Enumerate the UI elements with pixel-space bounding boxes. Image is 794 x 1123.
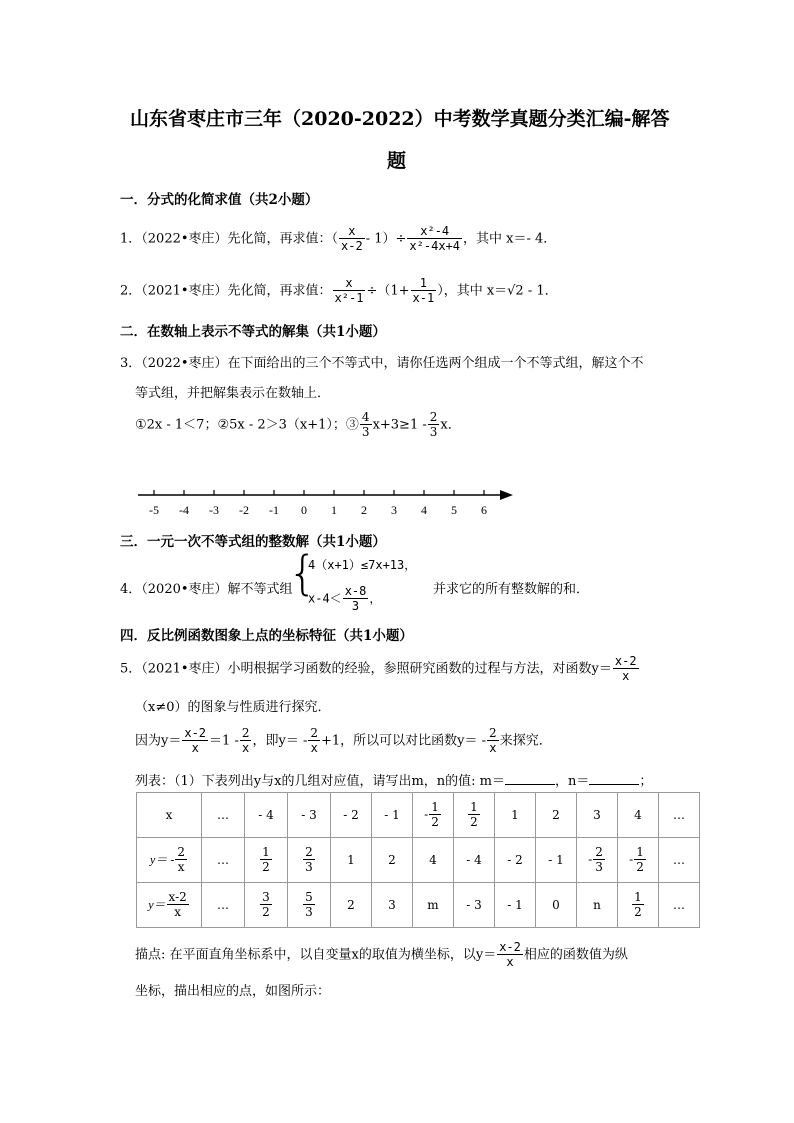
table-cell: - 4: [454, 838, 495, 883]
table-cell: - 2: [495, 838, 536, 883]
table-cell: - 1: [536, 838, 577, 883]
q3-ineq-a: ①2x - 1＜7；②5x - 2＞3（x+1）；③: [135, 417, 359, 433]
question-3-line1: 3．（2022•枣庄）在下面给出的三个不等式中，请你任选两个组成一个不等式组，解这个不: [120, 356, 644, 371]
number-line-tick-label: -3: [209, 503, 219, 517]
blank-m[interactable]: [505, 772, 555, 785]
q3-fraction-2: $\frac{2}{3}$: [429, 410, 438, 439]
q5-l3-frac2: $\frac{2}{x}$: [241, 726, 250, 755]
q5-fraction: $\frac{x-2}{x}$: [614, 654, 637, 683]
table-cell: y＝ $\frac{x-2}{x}$: [137, 883, 202, 928]
system-brace: {: [288, 546, 318, 600]
q1-mid: - 1）÷: [365, 231, 407, 247]
table-cell: 4: [618, 793, 659, 838]
page-title-line1: 山东省枣庄市三年（2020-2022）中考数学真题分类汇编-解答: [130, 108, 670, 130]
number-line-tick-label: 0: [301, 503, 307, 517]
table-cell: 3: [372, 883, 413, 928]
number-line-tick-label: 3: [391, 503, 397, 517]
question-5-line6: 坐标，描出相应的点，如图所示：: [135, 984, 331, 999]
table-cell: …: [202, 838, 245, 883]
blank-n[interactable]: [589, 772, 639, 785]
table-cell: $\frac{1}{2}$: [618, 883, 659, 928]
number-line-tick-label: -1: [269, 503, 279, 517]
question-5-line4: 列表：（1）下表列出y与x的几组对应值，请写出m，n的值: m＝ ，n＝ ；: [135, 774, 653, 789]
q2-fraction-1: $\frac{x}{\text{x²-1}}$: [334, 276, 364, 305]
number-line-tick-label: -4: [179, 503, 189, 517]
table-cell: $\frac{2}{3}$: [288, 838, 331, 883]
q2-fraction-2: $\frac{1}{x-1}$: [412, 276, 435, 305]
q4-row1: 4（x+1）≤7x+13，: [308, 558, 417, 572]
q1-suffix: ，其中 x＝- 4．: [463, 231, 557, 247]
q3-ineq-c: x．: [440, 417, 461, 433]
question-4-prefix: 4．（2020•枣庄）解不等式组: [120, 582, 293, 597]
table-cell: 4: [413, 838, 454, 883]
q1-prefix: 1．（2022•枣庄）先化简，再求值：（: [120, 231, 339, 247]
number-line-arrow: [500, 490, 513, 500]
question-3-line2: 等式组，并把解集表示在数轴上．: [135, 386, 331, 401]
q2-prefix: 2．（2021•枣庄）先化简，再求值：: [120, 283, 332, 299]
table-cell: …: [659, 793, 700, 838]
table-row-y1: [137, 838, 700, 883]
q5-l3-frac1: $\frac{x-2}{x}$: [184, 726, 207, 755]
number-line-tick-label: 4: [421, 503, 427, 517]
number-line-tick-label: -5: [149, 503, 159, 517]
number-line-tick-label: -2: [239, 503, 249, 517]
table-cell: …: [202, 793, 245, 838]
q5-l3-frac3: $\frac{2}{x}$: [310, 726, 318, 755]
table-cell: m: [413, 883, 454, 928]
q5-l5-frac: $\frac{x-2}{x}$: [499, 940, 521, 969]
section-heading-1: 一．分式的化简求值（共2小题）: [120, 192, 319, 208]
number-line: [130, 482, 530, 522]
table-row-y2: [137, 883, 700, 928]
q4-fraction: $\frac{x-8}{3}$: [344, 584, 367, 613]
table-cell: x: [137, 793, 202, 838]
table-cell: - 3: [288, 793, 331, 838]
page-title-line2: 题: [387, 150, 407, 172]
section-heading-2: 二．在数轴上表示不等式的解集（共1小题）: [120, 324, 386, 340]
question-5-line5: 描点: 在平面直角坐标系中，以自变量x的取值为横坐标，以y＝ $\frac{x-2}{x}$ 相应的函数值为纵: [135, 940, 628, 969]
q2-suffix: ），其中 x＝√2 - 1．: [437, 283, 558, 299]
table-cell: 2: [331, 883, 372, 928]
q4-row2b: ，: [369, 591, 382, 606]
question-1: [120, 224, 556, 254]
q4-row2a: x-4＜: [308, 591, 342, 606]
table-cell: - 3: [454, 883, 495, 928]
question-5-line3: 因为y＝ $\frac{x-2}{x}$ ＝1 - $\frac{2}{x}$ ，即y＝ - $\frac{2}{x}$ +1，所以可以对比函数y＝ - $\frac{2}{x}$ 来探究．: [135, 726, 552, 755]
table-cell: 1: [331, 838, 372, 883]
q1-fraction-2: $\frac{\text{x²-4}}{\text{x²-4x+4}}$: [409, 224, 460, 253]
table-cell: 3: [577, 793, 618, 838]
number-line-tick-label: 6: [481, 503, 487, 517]
table-cell: $\frac{1}{2}$: [245, 838, 288, 883]
question-5-line2: （x≠0）的图象与性质进行探究．: [135, 700, 331, 715]
question-4-suffix: 并求它的所有整数解的和．: [433, 582, 590, 597]
table-cell: - $\frac{1}{2}$: [618, 838, 659, 883]
table-cell: y＝ - $\frac{2}{x}$: [137, 838, 202, 883]
table-cell: …: [659, 883, 700, 928]
q3-fraction-1: $\frac{4}{3}$: [361, 410, 370, 439]
table-cell: $\frac{1}{2}$: [454, 793, 495, 838]
q5-l3-frac4: $\frac{2}{x}$: [489, 726, 497, 755]
table-cell: - $\frac{2}{3}$: [577, 838, 618, 883]
table-cell: 0: [536, 883, 577, 928]
question-5-line1: [120, 654, 640, 684]
table-cell: - 2: [331, 793, 372, 838]
q2-mid: ÷（1+: [366, 283, 410, 299]
table-cell: - 4: [245, 793, 288, 838]
table-cell: …: [202, 883, 245, 928]
question-2: [120, 276, 558, 306]
question-3-inequalities: [135, 410, 461, 440]
table-cell: $\frac{5}{3}$: [288, 883, 331, 928]
number-line-tick-label: 1: [331, 503, 337, 517]
table-cell: - 1: [495, 883, 536, 928]
table-row-x: [137, 793, 700, 838]
table-cell: n: [577, 883, 618, 928]
table-cell: 1: [495, 793, 536, 838]
table-cell: - $\frac{1}{2}$: [413, 793, 454, 838]
table-cell: 2: [536, 793, 577, 838]
table-cell: - 1: [372, 793, 413, 838]
section-heading-4: 四．反比例函数图象上点的坐标特征（共1小题）: [120, 628, 413, 644]
number-line-tick-label: 5: [451, 503, 457, 517]
table-cell: 2: [372, 838, 413, 883]
q5-line1-text: 5．（2021•枣庄）小明根据学习函数的经验，参照研究函数的过程与方法，对函数y＝: [120, 661, 612, 677]
table-cell: …: [659, 838, 700, 883]
value-table: [136, 792, 700, 928]
q4-row2: [308, 584, 381, 614]
q3-ineq-b: x+3≥1 -: [372, 417, 427, 433]
section-heading-3: 三．一元一次不等式组的整数解（共1小题）: [120, 534, 386, 550]
table-cell: $\frac{3}{2}$: [245, 883, 288, 928]
number-line-tick-label: 2: [361, 503, 367, 517]
q1-fraction-1: $\frac{x}{x-2}$: [341, 224, 363, 253]
